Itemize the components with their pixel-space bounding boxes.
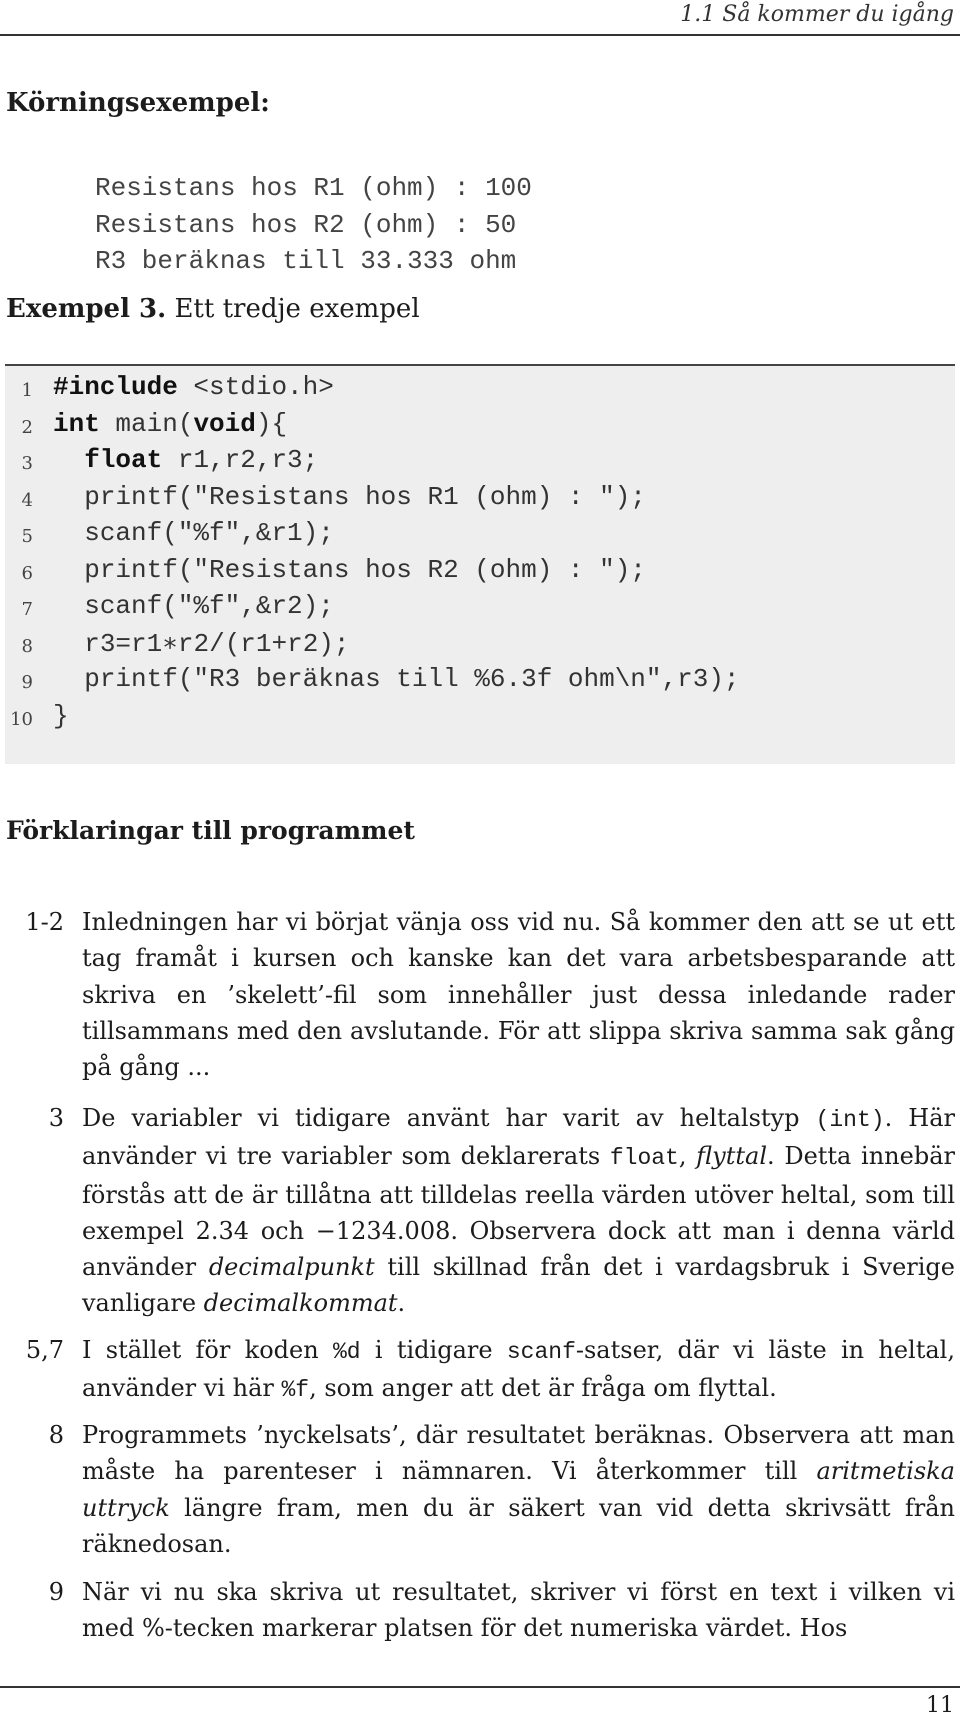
code-text: int main(void){	[53, 408, 288, 439]
code-listing	[5, 364, 955, 764]
code-text: #include <stdio.h>	[53, 372, 334, 402]
item-label: 1-2	[25, 908, 64, 936]
code-text: scanf("%f",&r1);	[84, 518, 334, 548]
line-number: 5	[21, 526, 33, 547]
example-label: Exempel 3.	[6, 294, 167, 324]
code-line	[5, 409, 955, 446]
item-label: 8	[48, 1421, 64, 1449]
line-number: 9	[21, 672, 33, 693]
code-text: }	[53, 700, 69, 731]
output-line: R3 beräknas till 33.333 ohm	[95, 246, 517, 276]
line-number: 2	[21, 416, 33, 438]
program-output	[95, 170, 532, 280]
line-number: 8	[21, 635, 33, 657]
code-line	[5, 664, 955, 701]
code-text: r3=r1∗r2/(r1+r2);	[84, 628, 350, 659]
example-subtitle: Ett tredje exempel	[174, 294, 420, 324]
line-number: 7	[21, 599, 33, 620]
page-number: 11	[926, 1693, 954, 1718]
output-line: Resistans hos R1 (ohm) : 100	[95, 173, 532, 203]
code-text: printf("R3 beräknas till %6.3f ohm\n",r3);	[84, 664, 740, 694]
item-text: När vi nu ska skriva ut resultatet, skriver vi först en text i vilken vi med %-tecken markerar platsen för det numeriska värdet. Hos	[82, 1578, 955, 1643]
explanations-heading: Förklaringar till programmet	[6, 816, 415, 845]
code-line	[5, 555, 955, 592]
item-label: 9	[48, 1578, 64, 1606]
line-number: 3	[21, 453, 33, 474]
code-text: printf("Resistans hos R2 (ohm) : ");	[84, 554, 646, 585]
line-number: 6	[21, 562, 33, 584]
code-line	[5, 482, 955, 519]
section-title: 1.1 Så kommer du igång	[680, 2, 954, 27]
code-text: float r1,r2,r3;	[84, 445, 319, 475]
item-label: 3	[48, 1104, 64, 1132]
code-line	[5, 591, 955, 628]
running-header	[0, 0, 960, 36]
code-text: scanf("%f",&r2);	[84, 591, 334, 621]
code-line	[5, 701, 955, 738]
footer-rule	[0, 1686, 960, 1688]
item-text: Inledningen har vi börjat vänja oss vid nu. Så kommer den att se ut ett tag framåt i kursen och kanske kan det vara arbetsbesparande att skriva en ’skelett’-fil som innehåller just dessa inledande rader tillsammans med den avslutande. För att slippa skriva samma sak gång på gång ...	[82, 908, 955, 1082]
item-label: 5,7	[25, 1336, 64, 1364]
item-text: De variabler vi tidigare använt har varit av heltalstyp (int). Här använder vi tre variabler som deklarerats float, flyttal. Detta innebär förstås att de är tillåtna att tilldelas reella värden utöver heltal, som till exempel 2.34 och −1234.008. Observera dock att man i denna värld använder decimalpunkt till skillnad från det i vardagsbruk i Sverige vanligare decimalkommat.	[82, 1104, 956, 1318]
example-title	[6, 294, 420, 324]
run-example-heading: Körningsexempel:	[6, 88, 270, 118]
code-line	[5, 445, 955, 482]
line-number: 4	[21, 489, 33, 511]
code-line	[5, 372, 955, 409]
item-text: Programmets ’nyckelsats’, där resultatet beräknas. Observera att man måste ha parenteser i nämnaren. Vi återkommer till aritmetiska uttryck längre fram, men du är säkert van vid detta skrivsätt från räknedosan.	[82, 1421, 955, 1558]
output-line: Resistans hos R2 (ohm) : 50	[95, 209, 517, 240]
line-number: 1	[21, 380, 33, 401]
code-line	[5, 518, 955, 555]
item-text: I stället för koden %d i tidigare scanf-satser, där vi läste in heltal, använder vi här %f, som anger att det är fråga om flyttal.	[82, 1336, 955, 1404]
line-number: 10	[10, 708, 33, 730]
code-text: printf("Resistans hos R1 (ohm) : ");	[84, 481, 646, 512]
code-line	[5, 628, 955, 665]
